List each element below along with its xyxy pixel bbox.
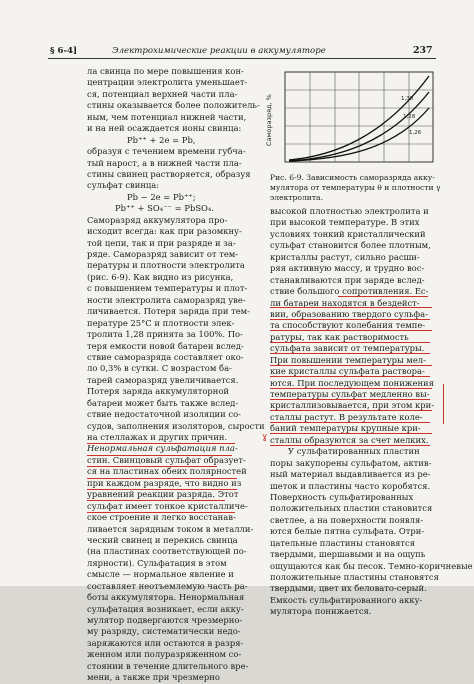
- text-line: мулятор подвергаются чрезмерно-: [87, 615, 243, 625]
- text-line: баний температуры крупные кри-: [270, 423, 421, 434]
- text-line: ствие саморазряда составляет око-: [87, 351, 244, 362]
- text-line: сульфат свинца:: [87, 180, 160, 191]
- formula-deposition: Pb⁺⁺ + 2e = Pb,: [127, 134, 196, 145]
- text-line: высокой плотностью электролита и: [270, 206, 429, 216]
- caption-line: электролита.: [270, 193, 323, 202]
- formula-sulfate: Pb⁺⁺ + SO₄⁻⁻ = PbSO₄.: [115, 203, 214, 214]
- text-line: стин. Свинцовый сульфат образует-: [87, 454, 246, 465]
- curve-label: 1,26: [409, 130, 422, 136]
- text-line: теря емкости новой батареи вслед-: [87, 340, 244, 351]
- red-underline: [270, 353, 430, 354]
- red-underline: [87, 478, 237, 479]
- text-line: сульфатация возникает, если акку-: [87, 603, 244, 614]
- text-line: лярности). Сульфатация в этом: [87, 557, 227, 568]
- red-underline: [270, 399, 430, 400]
- text-line: кристаллы растут, сильно расши-: [270, 251, 420, 262]
- text-line: с повышением температуры и плот-: [87, 283, 248, 294]
- formula-oxidation: Pb − 2e = Pb⁺⁺;: [127, 191, 196, 202]
- text-line: (на пластинах соответствующей по-: [87, 546, 247, 557]
- text-line: ются. При последующем понижения: [270, 377, 434, 388]
- text-line: условиях тонкий кристаллический: [270, 228, 426, 239]
- text-line: сульфат становится более плотным,: [270, 240, 431, 251]
- red-underline: [270, 307, 432, 308]
- red-underline: [270, 365, 432, 366]
- red-underline: [270, 342, 430, 343]
- red-underline: [87, 500, 225, 501]
- text-line: исходит всегда: как при разомкну-: [87, 226, 242, 237]
- text-line: ный материал выдавливается из ре-: [270, 469, 431, 480]
- text-line: твердыми, цвет их беловато-серый.: [270, 583, 427, 594]
- text-line: сталлы растут. В результате коле-: [270, 411, 423, 422]
- text-line: сталлы образуются за счет мелких.: [270, 434, 429, 445]
- text-line: При повышении температуры мел-: [270, 354, 426, 365]
- text-line: ла свинца по мере повышения кон-: [87, 66, 244, 76]
- text-line: ствие большого сопротивления. Ес-: [270, 286, 429, 297]
- text-line: и на ней осаждается ионы свинца:: [87, 123, 242, 134]
- text-line: положительные пластины становятся: [270, 572, 439, 582]
- red-underline: [270, 422, 430, 423]
- text-line: (рис. 6-9). Как видно из рисунка,: [87, 271, 234, 282]
- left-text-column: [87, 66, 268, 684]
- red-underline: [87, 455, 232, 456]
- text-line: кие кристаллы сульфата раствора-: [270, 366, 425, 377]
- text-line: пературе 25°С и плотности элек-: [87, 317, 235, 328]
- red-underline: [270, 445, 430, 446]
- text-line: той цепи, так и при разряде и за-: [87, 237, 236, 248]
- text-line: ряде. Саморазряд зависит от тем-: [87, 249, 239, 259]
- text-line: ло 0,3% в сутки. С возрастом ба-: [87, 363, 232, 374]
- text-line: ряя активную массу, и трудно вос-: [270, 263, 425, 274]
- text-line: светлее, а на поверхности появля-: [270, 514, 424, 525]
- text-line: ным, чем потенциал нижней части,: [87, 111, 247, 122]
- text-line: Емкость сульфатированного акку-: [270, 594, 423, 605]
- text-line: шеток и пластины часто коробятся.: [270, 480, 431, 491]
- text-line: боты аккумулятора. Ненормальная: [87, 592, 245, 603]
- text-line: образуя с течением времени губча-: [87, 146, 246, 157]
- subheading-line: Ненормальная сульфатация пла-: [87, 443, 238, 454]
- text-line: судов, заполнения изоляторов, сырости: [87, 420, 265, 431]
- header-rule: [48, 58, 436, 59]
- figure-axis-label: Саморазряд, %: [265, 94, 273, 146]
- text-line: тый нарост, а в нижней части пла-: [87, 157, 242, 168]
- red-underline: [270, 433, 432, 434]
- text-line: ности электролита саморазряд уве-: [87, 294, 246, 305]
- text-line: пературы и плотности электролита: [87, 260, 245, 271]
- text-line: женном или полуразряженном со-: [87, 649, 242, 660]
- text-line: кристаллизовывается, при этом кри-: [270, 400, 435, 411]
- text-line: ливается зарядным током в металли-: [87, 523, 254, 534]
- red-underline: [270, 388, 432, 389]
- text-line: составляет неотъемлемую часть ра-: [87, 580, 248, 591]
- red-underline: [87, 512, 235, 513]
- caption-line: мулятора от температуры θ и плотности γ: [270, 183, 441, 192]
- text-line: батареи может быть также вслед-: [87, 397, 239, 408]
- text-line: ское строение и легко восстанав-: [87, 512, 236, 523]
- red-underline: [270, 410, 432, 411]
- text-line: положительных пластин становится: [270, 503, 433, 514]
- red-margin-tick: ɣ: [262, 432, 268, 442]
- text-line: температуры сульфат медленно вы-: [270, 389, 430, 399]
- text-line: ческий свинец и перекись свинца: [87, 534, 238, 545]
- text-line: ствие недостаточной изоляции со-: [87, 409, 241, 420]
- caption-line: Рис. 6-9. Зависимость саморазряда акку-: [270, 173, 435, 182]
- text-line: мулятора понижается.: [270, 606, 372, 617]
- self-discharge-figure: [263, 66, 439, 171]
- text-line: ются белые пятна сульфата. Отри-: [270, 526, 425, 537]
- text-line: твердыми, шершавыми и на ощупь: [270, 549, 426, 560]
- text-line: ощущаются как бы песок. Темно-коричневые: [270, 560, 473, 571]
- red-underline: [338, 296, 428, 297]
- text-line: уравнений реакции разряда. Этот: [87, 489, 239, 500]
- red-underline: [87, 466, 217, 467]
- figure-caption: [270, 173, 441, 203]
- text-line: на стеллажах и других причин.: [87, 432, 228, 442]
- text-line: сульфата зависит от температуры.: [270, 343, 425, 354]
- text-line: ли батареи находятся в бездейст-: [270, 297, 420, 308]
- red-margin-bracket: [443, 384, 444, 424]
- text-line: станавливаются при заряде вслед-: [270, 274, 425, 285]
- text-line: му разряду, систематически недо-: [87, 626, 241, 637]
- red-underline: [270, 319, 430, 320]
- text-line: смысле — нормальное явление и: [87, 569, 234, 580]
- text-line: ся, потенциал верхней части пла-: [87, 88, 238, 99]
- text-line: сульфат имеет тонкое кристалличе-: [87, 500, 248, 511]
- red-underline: [87, 443, 235, 444]
- red-underline: [87, 489, 237, 490]
- text-line: при высокой температуре. В этих: [270, 217, 420, 228]
- text-line: тролита 1,28 принята за 100%. По-: [87, 329, 243, 340]
- curve-label: 1,28: [403, 114, 416, 120]
- curve-label: 1,30: [401, 96, 414, 102]
- text-line: ся на пластинах обеих полярностей: [87, 466, 247, 477]
- red-underline: [270, 330, 432, 331]
- text-line: ратуры, так как растворимость: [270, 331, 409, 342]
- text-line: при каждом разряде, что видно из: [87, 477, 242, 488]
- text-line: цательные пластины становятся: [270, 537, 415, 548]
- running-title: Электрохимические реакции в аккумуляторе: [112, 46, 326, 56]
- text-line: личивается. Потеря заряда при тем-: [87, 306, 250, 317]
- text-line: стины оказывается более положитель-: [87, 100, 260, 111]
- text-line: та способствуют колебания темпе-: [270, 320, 426, 331]
- text-line: мени, а также при чрезмерно: [87, 672, 220, 683]
- text-line: поры закупорены сульфатом, актив-: [270, 457, 432, 468]
- section-number: § 6-4]: [50, 46, 78, 56]
- red-underline: [270, 376, 430, 377]
- text-line: заряжаются или остаются в разря-: [87, 637, 244, 648]
- text-line: тарей саморазряд увеличивается.: [87, 374, 239, 385]
- text-line: вии, образованию твердого сульфа-: [270, 308, 428, 319]
- text-line: У сульфатированных пластин: [288, 446, 420, 457]
- text-line: центрации электролита уменьшает-: [87, 77, 248, 88]
- text-line: стоянии в течение длительного вре-: [87, 660, 249, 671]
- text-line: Потеря заряда аккумуляторной: [87, 386, 229, 397]
- text-line: стины свинец растворяется, образуя: [87, 168, 251, 179]
- text-line: Поверхность сульфатированных: [270, 491, 414, 502]
- text-line: Саморазряд аккумулятора про-: [87, 214, 228, 225]
- page-number: 237: [413, 45, 433, 56]
